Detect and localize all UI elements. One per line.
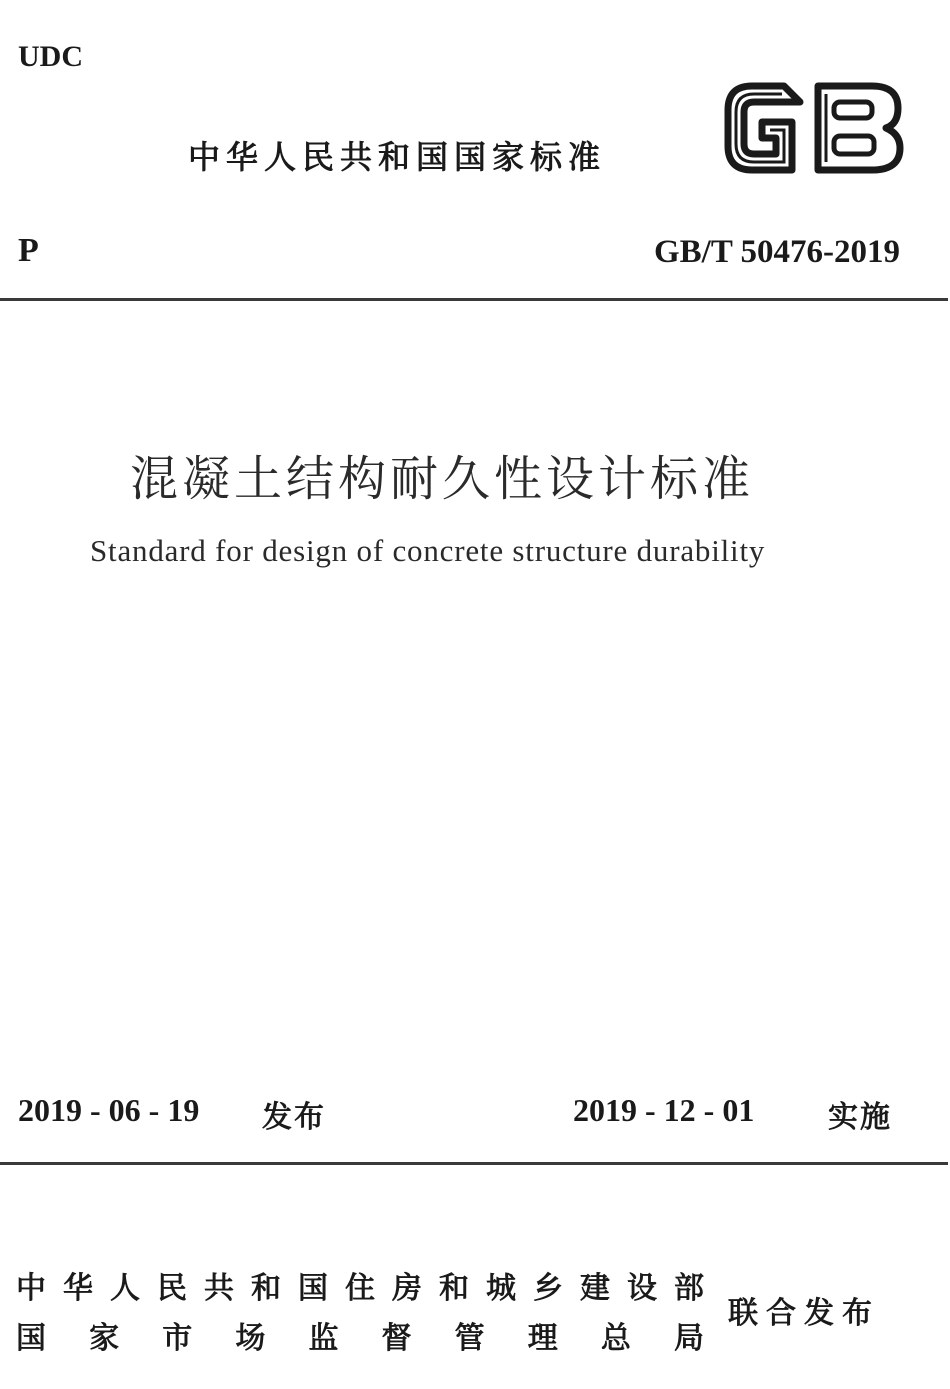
publisher-char: 房: [392, 1271, 422, 1306]
bottom-divider: [0, 1162, 948, 1165]
publisher-line-1: [16, 1263, 704, 1307]
udc-label: UDC: [18, 40, 83, 73]
publisher-char: 管: [454, 1321, 485, 1356]
issue-label: 发布: [262, 1100, 326, 1135]
top-divider: [0, 298, 948, 301]
publisher-char: 国: [16, 1321, 46, 1356]
gb-logo: [722, 80, 904, 176]
joint-publication-label: 联合发布: [728, 1296, 880, 1331]
publisher-char: 国: [298, 1271, 328, 1306]
publisher-char: 人: [110, 1271, 140, 1306]
publisher-char: 华: [63, 1271, 93, 1306]
publisher-char: 局: [673, 1321, 704, 1356]
publisher-char: 民: [157, 1271, 187, 1306]
publisher-char: 共: [204, 1271, 234, 1306]
publisher-char: 理: [527, 1321, 558, 1356]
publisher-char: 设: [627, 1271, 657, 1306]
publisher-char: 城: [486, 1271, 516, 1306]
publisher-char: 督: [381, 1321, 412, 1356]
publisher-char: 和: [251, 1271, 281, 1306]
category-code: P: [18, 232, 39, 269]
implementation-date: 2019 - 12 - 01: [573, 1092, 755, 1128]
publisher-char: 和: [439, 1271, 469, 1306]
publisher-char: 住: [345, 1271, 375, 1306]
publisher-char: 家: [89, 1321, 120, 1356]
publisher-char: 监: [308, 1321, 339, 1356]
implementation-label: 实施: [828, 1100, 892, 1135]
publisher-char: 场: [235, 1321, 266, 1356]
publisher-char: 建: [580, 1271, 610, 1306]
publisher-char: 乡: [533, 1271, 563, 1306]
publisher-char: 中: [16, 1271, 46, 1306]
publisher-char: 部: [674, 1271, 704, 1306]
publisher-line-2: [16, 1313, 704, 1357]
english-title: Standard for design of concrete structure durability: [90, 533, 766, 568]
issue-date: 2019 - 06 - 19: [18, 1092, 200, 1128]
national-standard-heading: 中华人民共和国国家标准: [188, 138, 607, 176]
publisher-char: 总: [600, 1321, 631, 1356]
standard-number: GB/T 50476-2019: [653, 234, 900, 270]
publisher-char: 市: [162, 1321, 193, 1356]
chinese-title: 混凝土结构耐久性设计标准: [130, 451, 755, 507]
